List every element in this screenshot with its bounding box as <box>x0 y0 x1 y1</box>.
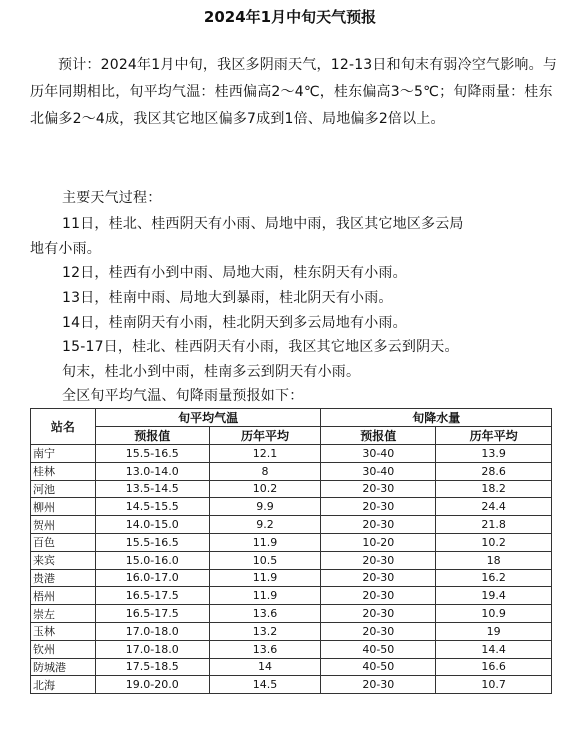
table-row <box>31 445 552 463</box>
rain-history-cell: 19.4 <box>436 587 552 605</box>
station-cell: 来宾 <box>31 551 96 569</box>
rain-forecast-header: 预报值 <box>321 427 436 445</box>
process-heading: 主要天气过程： <box>62 190 162 206</box>
rain-history-cell: 18.2 <box>436 480 552 498</box>
temp-forecast-cell: 13.5-14.5 <box>95 480 209 498</box>
table-row <box>31 569 552 587</box>
rain-forecast-cell: 10-20 <box>321 533 436 551</box>
table-row <box>31 587 552 605</box>
table-row <box>31 676 552 694</box>
temp-forecast-cell: 16.5-17.5 <box>95 605 209 623</box>
table-row <box>31 533 552 551</box>
temp-forecast-cell: 14.0-15.0 <box>95 516 209 534</box>
temp-history-cell: 11.9 <box>209 587 321 605</box>
temp-history-cell: 10.2 <box>209 480 321 498</box>
rain-history-cell: 10.2 <box>436 533 552 551</box>
rain-history-cell: 10.9 <box>436 605 552 623</box>
temp-forecast-cell: 14.5-15.5 <box>95 498 209 516</box>
temp-history-cell: 10.5 <box>209 551 321 569</box>
temp-history-cell: 14.5 <box>209 676 321 694</box>
rain-history-cell: 24.4 <box>436 498 552 516</box>
temp-forecast-header: 预报值 <box>95 427 209 445</box>
table-row <box>31 658 552 676</box>
temp-history-cell: 13.6 <box>209 605 321 623</box>
process-item: 12日，桂西有小到中雨、局地大雨，桂东阴天有小雨。 <box>62 265 407 281</box>
table-row <box>31 622 552 640</box>
rain-forecast-cell: 40-50 <box>321 640 436 658</box>
station-cell: 百色 <box>31 533 96 551</box>
station-cell: 北海 <box>31 676 96 694</box>
rain-forecast-cell: 30-40 <box>321 462 436 480</box>
rain-group-header: 旬降水量 <box>321 409 552 427</box>
rain-forecast-cell: 20-30 <box>321 622 436 640</box>
temp-forecast-cell: 15.5-16.5 <box>95 533 209 551</box>
rain-forecast-cell: 20-30 <box>321 676 436 694</box>
station-cell: 玉林 <box>31 622 96 640</box>
station-cell: 贺州 <box>31 516 96 534</box>
station-cell: 崇左 <box>31 605 96 623</box>
temp-forecast-cell: 16.0-17.0 <box>95 569 209 587</box>
rain-history-cell: 18 <box>436 551 552 569</box>
rain-history-cell: 14.4 <box>436 640 552 658</box>
temp-forecast-cell: 17.0-18.0 <box>95 622 209 640</box>
table-row <box>31 516 552 534</box>
station-cell: 桂林 <box>31 462 96 480</box>
rain-history-header: 历年平均 <box>436 427 552 445</box>
temp-forecast-cell: 15.5-16.5 <box>95 445 209 463</box>
rain-history-cell: 19 <box>436 622 552 640</box>
station-cell: 防城港 <box>31 658 96 676</box>
rain-forecast-cell: 20-30 <box>321 551 436 569</box>
table-row <box>31 462 552 480</box>
station-cell: 钦州 <box>31 640 96 658</box>
station-cell: 贵港 <box>31 569 96 587</box>
rain-forecast-cell: 20-30 <box>321 516 436 534</box>
process-item: 11日，桂北、桂西阴天有小雨、局地中雨，我区其它地区多云局 <box>62 216 464 232</box>
table-row <box>31 605 552 623</box>
rain-history-cell: 13.9 <box>436 445 552 463</box>
temp-history-cell: 9.2 <box>209 516 321 534</box>
process-item: 15-17日，桂北、桂西阴天有小雨，我区其它地区多云到阴天。 <box>62 339 459 355</box>
rain-history-cell: 16.6 <box>436 658 552 676</box>
rain-history-cell: 16.2 <box>436 569 552 587</box>
rain-history-cell: 10.7 <box>436 676 552 694</box>
temp-forecast-cell: 17.0-18.0 <box>95 640 209 658</box>
rain-forecast-cell: 20-30 <box>321 480 436 498</box>
page-title: 2024年1月中旬天气预报 <box>203 8 377 26</box>
process-item: 13日，桂南中雨、局地大到暴雨，桂北阴天有小雨。 <box>62 290 393 306</box>
temp-forecast-cell: 19.0-20.0 <box>95 676 209 694</box>
table-row <box>31 640 552 658</box>
temp-forecast-cell: 16.5-17.5 <box>95 587 209 605</box>
rain-forecast-cell: 20-30 <box>321 605 436 623</box>
table-row <box>31 480 552 498</box>
station-cell: 梧州 <box>31 587 96 605</box>
station-cell: 南宁 <box>31 445 96 463</box>
temp-history-cell: 8 <box>209 462 321 480</box>
station-cell: 河池 <box>31 480 96 498</box>
forecast-table <box>30 408 552 694</box>
temp-history-cell: 13.6 <box>209 640 321 658</box>
temp-forecast-cell: 15.0-16.0 <box>95 551 209 569</box>
process-item: 全区旬平均气温、旬降雨量预报如下： <box>62 388 304 404</box>
temp-history-cell: 11.9 <box>209 569 321 587</box>
temp-forecast-cell: 13.0-14.0 <box>95 462 209 480</box>
temp-group-header: 旬平均气温 <box>95 409 321 427</box>
station-cell: 柳州 <box>31 498 96 516</box>
temp-history-cell: 14 <box>209 658 321 676</box>
temp-history-header: 历年平均 <box>209 427 321 445</box>
rain-forecast-cell: 30-40 <box>321 445 436 463</box>
table-row <box>31 551 552 569</box>
station-header: 站名 <box>31 409 96 445</box>
rain-forecast-cell: 20-30 <box>321 498 436 516</box>
process-item: 旬末，桂北小到中雨，桂南多云到阴天有小雨。 <box>62 364 361 380</box>
process-item: 地有小雨。 <box>30 241 101 257</box>
rain-history-cell: 21.8 <box>436 516 552 534</box>
temp-history-cell: 13.2 <box>209 622 321 640</box>
rain-history-cell: 28.6 <box>436 462 552 480</box>
rain-forecast-cell: 20-30 <box>321 587 436 605</box>
process-item: 14日，桂南阴天有小雨，桂北阴天到多云局地有小雨。 <box>62 315 407 331</box>
temp-history-cell: 11.9 <box>209 533 321 551</box>
rain-forecast-cell: 20-30 <box>321 569 436 587</box>
forecast-paragraph: 预计：2024年1月中旬，我区多阴雨天气，12-13日和旬末有弱冷空气影响。与历年同期相比，旬平均气温：桂西偏高2～4℃，桂东偏高3～5℃；旬降雨量：桂东北偏多2～4成，我区其它地区偏多7成到1倍、局地偏多2倍以上。 <box>30 57 558 127</box>
table-row <box>31 498 552 516</box>
temp-history-cell: 9.9 <box>209 498 321 516</box>
temp-history-cell: 12.1 <box>209 445 321 463</box>
rain-forecast-cell: 40-50 <box>321 658 436 676</box>
temp-forecast-cell: 17.5-18.5 <box>95 658 209 676</box>
